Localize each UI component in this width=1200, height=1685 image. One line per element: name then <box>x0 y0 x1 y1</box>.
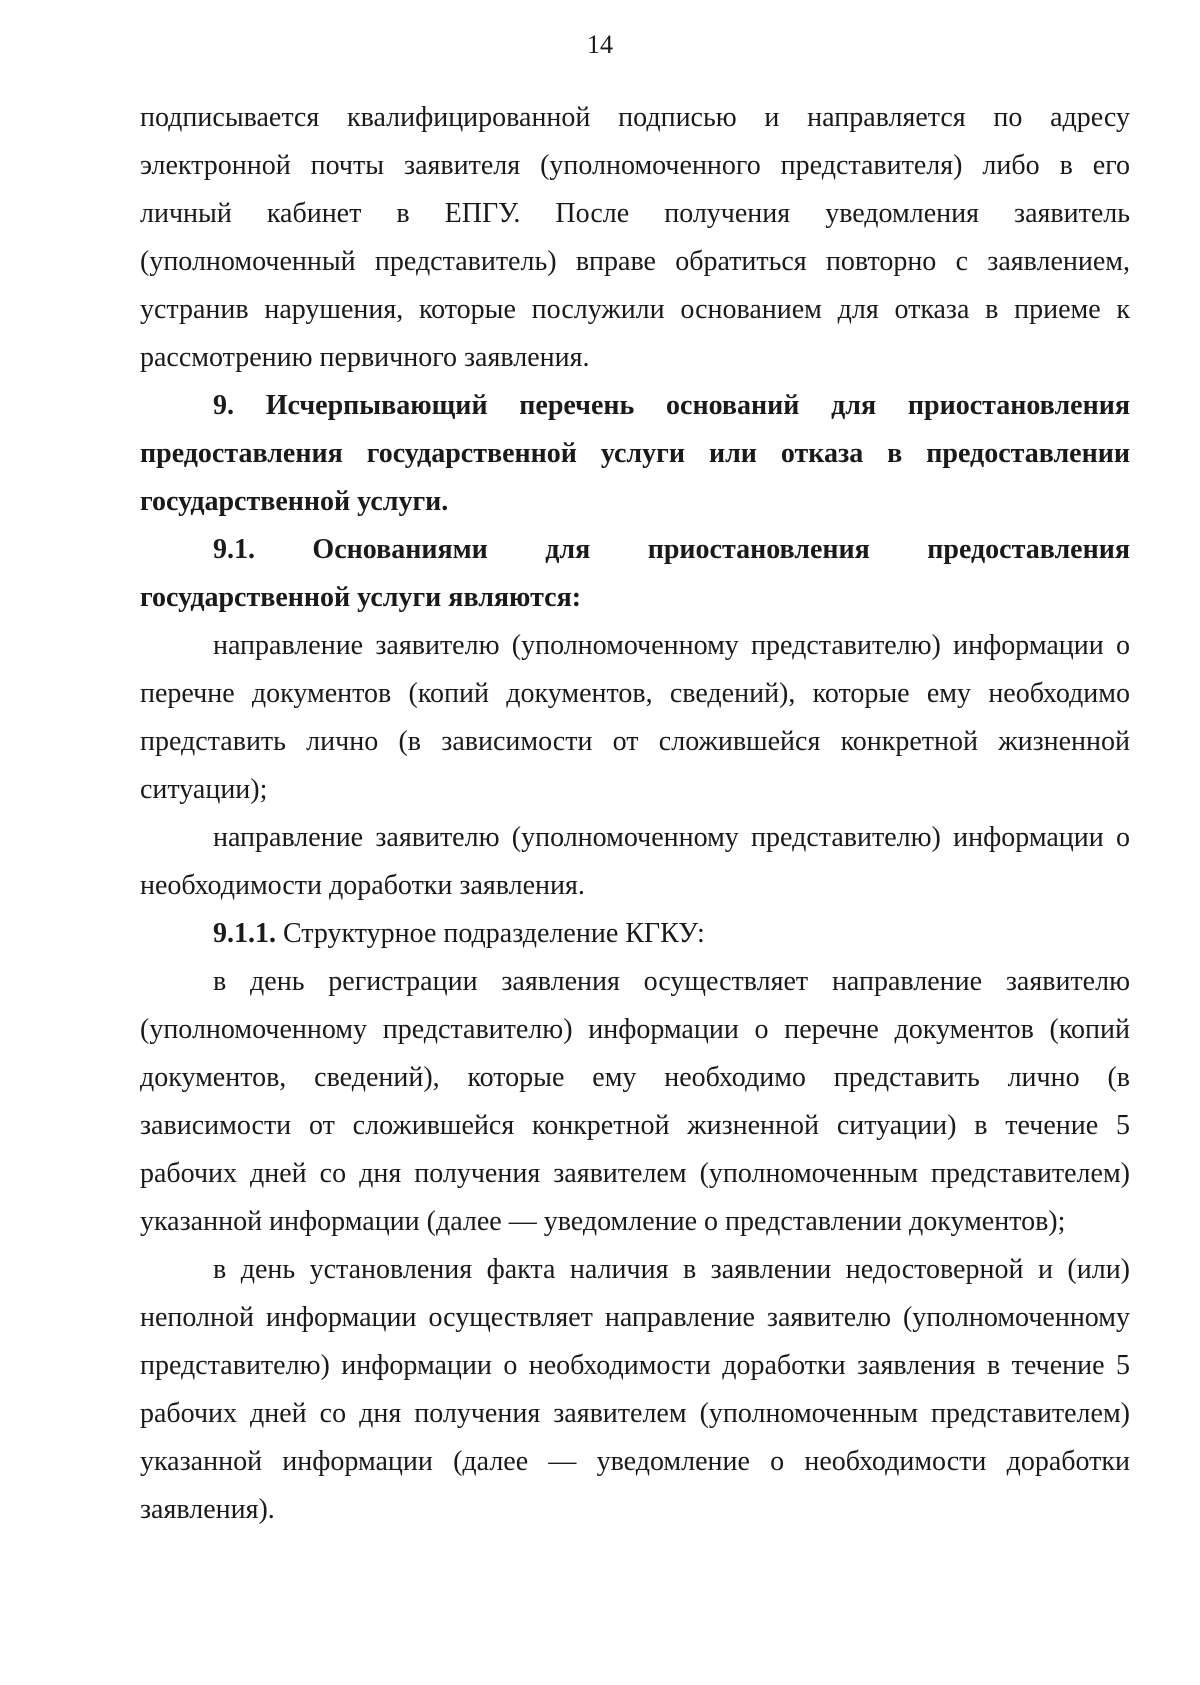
page-number: 14 <box>587 30 613 59</box>
paragraph-revision-info: направление заявителю (уполномоченному представителю) информации о необходимости доработки заявления. <box>140 822 1130 901</box>
paragraph-documents-list: направление заявителю (уполномоченному представителю) информации о перечне документов (копий документов, сведений), которые ему необходимо представить лично (в зависимости от сложившейся конкретной жизненной ситуации); <box>140 630 1130 805</box>
document-body <box>140 94 1130 1534</box>
paragraph-9-1-1 <box>140 910 1130 958</box>
section-heading-9: 9. Исчерпывающий перечень оснований для приостановления предоставления государственной услуги или отказа в предоставлении государственной услуги. <box>140 390 1130 517</box>
clause-number: 9.1.1. <box>213 918 276 949</box>
paragraph-registration-day: в день регистрации заявления осуществляет направление заявителю (уполномоченному представителю) информации о перечне документов (копий документов, сведений), которые ему необходимо представить лично (в зависимости от сложившейся конкретной жизненной ситуации) в течение 5 рабочих дней со дня получения заявителем (уполномоченным представителем) указанной информации (далее — уведомление о представлении документов); <box>140 966 1130 1237</box>
paragraph-continuation: подписывается квалифицированной подписью и направляется по адресу электронной почты заявителя (уполномоченного представителя) либо в его личный кабинет в ЕПГУ. После получения уведомления заявитель (уполномоченный представитель) вправе обратиться повторно с заявлением, устранив нарушения, которые послужили основанием для отказа в приеме к рассмотрению первичного заявления. <box>140 102 1130 373</box>
clause-text: Структурное подразделение КГКУ: <box>276 918 705 949</box>
section-heading-9-1: 9.1. Основаниями для приостановления предоставления государственной услуги являются: <box>140 534 1130 613</box>
paragraph-incomplete-info: в день установления факта наличия в заявлении недостоверной и (или) неполной информации осуществляет направление заявителю (уполномоченному представителю) информации о необходимости доработки заявления в течение 5 рабочих дней со дня получения заявителем (уполномоченным представителем) указанной информации (далее — уведомление о необходимости доработки заявления). <box>140 1254 1130 1525</box>
